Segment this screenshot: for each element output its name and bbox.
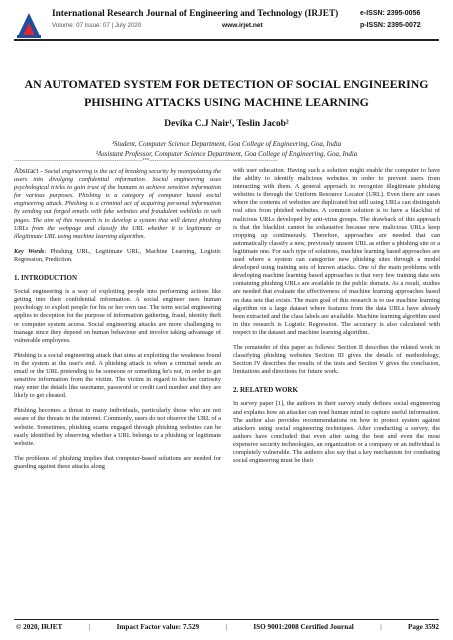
impact-factor: Impact Factor value: 7.529 xyxy=(116,623,200,631)
right-column xyxy=(233,167,440,465)
pissn: p-ISSN: 2395-0072 xyxy=(360,22,421,29)
related-work-paragraph-1: In survey paper [1], the authors in their survey study defines social engineering and explains how an attacker can read human mind to capture useful information. The author also provides recommendations on how to protect system against attackers using social engineering techniques. After conducting a survey, the authors have concluded that even after using the best and even the most expensive security technologies, an organization or a company or an individual is completely vulnerable. The authors also say that a key mechanism for combating social engineering must be their xyxy=(233,400,440,465)
intro-paragraph-1: Social engineering is a way of exploiting people into performing actions like getting into their confidential information. A social engineer uses human psychology to exploit people for his or her own use. The term social engineering applies to deception for the purpose of information gathering, fraud, identity theft or computer system access. Social engineering attacks are more challenging to manage since they depend on human behaviour and involve taking advantage of vulnerable employees. xyxy=(14,288,221,344)
journal-website-link[interactable]: www.irjet.net xyxy=(222,22,263,29)
copyright: © 2020, IRJET xyxy=(16,623,63,631)
eissn: e-ISSN: 2395-0056 xyxy=(360,10,421,17)
left-column xyxy=(14,167,221,471)
intro-paragraph-5: with user education. Having such a solution might enable the computer to have the ability to identify malicious websites in order to prevent users from interacting with them. A general approach to recognize illegitimate phishing websites is through the Uniform Resource Locator (URL). Even there are cases where the contents of websites are duplicated but still using URLs can distinguish real sites from phished websites. A common solution is to have a blacklist of malicious URLs developed by anti-virus groups. The drawback of this approach is that the blacklist cannot be exhaustive because new malicious URLs keep cropping up continuously. Therefore, approaches are needed that can automatically classify a new, previously unseen URL as either a phishing site or a legitimate one. For such type of solutions, machine learning based approaches are used where a system can categorize new phishing sites through a model developed using training sets of known attacks. One of the main problems with developing machine learning based approaches is that very few training data sets containing phishing URLs are available in the public domain. As a result, studies are needed that evaluate the effectiveness of machine learning approaches based on data sets that exists. The main goal of this research is to use machine learning algorithm on a large dataset where features from the data URLs have already been extracted and the class labels are available. Machine learning algorithm used in this research is Logistic Regression. The accuracy is also calculated with respect to the dataset and machine learning algorithm. xyxy=(233,167,440,336)
authors: Devika C.J Nair¹, Teslin Jacob² xyxy=(164,119,289,129)
footer-separator: | xyxy=(380,623,382,631)
irjet-logo-icon xyxy=(14,10,44,40)
affiliation-1: ¹Student, Computer Science Department, Goa College of Engineering, Goa, India xyxy=(111,140,342,148)
intro-paragraph-6: The remainder of this paper as follows: Section II describes the related work in classifying phishing websites Section III gives the details of methodology, Section IV describes the results of the tests and Section V gives the conclusion, limitations and directions for future work. xyxy=(233,343,440,376)
intro-paragraph-3: Phishing becomes a threat to many individuals, particularly those who are not aware of the threats in the internet. Commonly, users do not observe the URL of a website. Sometimes, phishing scams engaged through phishing websites can be easily identified by observing whether a URL belongs to a phishing or legitimate website. xyxy=(14,407,221,447)
footer xyxy=(16,623,439,631)
intro-paragraph-4: The problems of phishing implies that computer-based solutions are needed for guarding against these attacks along xyxy=(14,454,221,470)
page-number: Page 3592 xyxy=(408,623,439,631)
abstract-label: Abstract - xyxy=(14,167,45,175)
footer-separator: | xyxy=(225,623,227,631)
footer-separator: | xyxy=(88,623,91,631)
header-divider xyxy=(14,39,439,41)
paper-title-line-1: AN AUTOMATED SYSTEM FOR DETECTION OF SOCIAL ENGINEERING xyxy=(24,77,429,91)
iso-certification: ISO 9001:2008 Certified Journal xyxy=(253,623,354,631)
keywords-text: : Phishing URL, Legitimate URL, Machine Learning, Logistic Regression, Prediction. xyxy=(14,247,221,263)
volume-issue: Volume: 07 Issue: 07 | July 2020 xyxy=(52,22,142,29)
journal-name: International Research Journal of Engineering and Technology (IRJET) xyxy=(52,9,339,19)
intro-paragraph-2: Phishing is a social engineering attack that aims at exploiting the weakness found in the system at the user's end. A phishing attack is when a criminal sends an email or the URL pretending to be someone or something he's not, in order to get sensitive information from the victim. The victim in regard to his/her curiosity may enter the details like username, password or credit card number and they are likely to get cheated. xyxy=(14,351,221,400)
affiliation-2: ²Assistant Professor, Computer Science Department, Goa College of Engineering, Goa, India xyxy=(95,150,358,158)
section-heading-introduction: 1. INTRODUCTION xyxy=(14,274,78,283)
section-separator: ---------------------------------------------------------------------***--------------------------------------------------------------------- xyxy=(14,158,278,164)
abstract-text: Social engineering is the act of breaking security by manipulating the users into divulging confidential information. Social engineering uses psychological tricks to gain trust of the humans to achieve sensitive information for various purposes. Phishing is a category of computer based social engineering attack. Phishing is a criminal act of acquiring personal information by sending out forged emails with fake websites and fraudulent weblinks in web pages. The aim of this research is to develop a system that will detect phishing URLs from the webpage and classify the URL whether it is legitimate or illegitimate URL using machine learning algorithm. xyxy=(14,168,221,240)
keywords xyxy=(14,248,221,264)
keywords-label: Key Words xyxy=(14,247,45,255)
abstract xyxy=(14,167,221,241)
paper-title-line-2: PHISHING ATTACKS USING MACHINE LEARNING xyxy=(84,95,369,109)
section-heading-related-work: 2. RELATED WORK xyxy=(233,386,298,395)
footer-divider xyxy=(14,619,439,620)
paper-title xyxy=(20,75,433,111)
